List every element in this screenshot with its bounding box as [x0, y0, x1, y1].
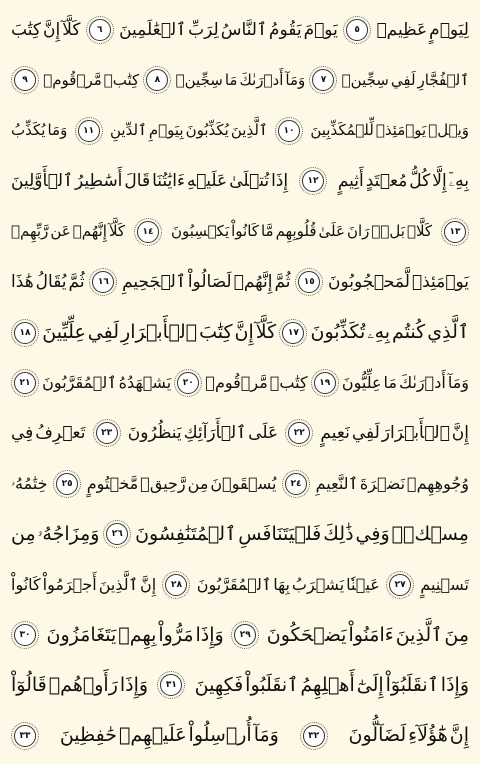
word: عِلِّيِّينَ — [42, 321, 86, 344]
word: وَمَآ — [447, 372, 469, 392]
word: لَّمَحۡجُوبُونَ — [327, 271, 410, 292]
ayah-number-marker: ٢٦ — [106, 523, 128, 545]
word: ثُمَّ — [274, 271, 291, 292]
word: كَانُواْ — [231, 222, 259, 241]
word: ٱلۡأَوَّلِينَ — [11, 170, 73, 191]
word: يَشۡرَبُ — [291, 574, 345, 594]
ayah-number-marker: ٣٠ — [14, 624, 36, 646]
word: ٱلۡأَبۡرَارَ — [381, 422, 450, 443]
word: يُكَذِّبُونَ — [185, 121, 229, 140]
verse-segment — [315, 473, 470, 493]
word: إِنَّ — [234, 321, 254, 344]
word: يَوۡمَ — [303, 19, 338, 40]
word: ٱلَّذِي — [427, 321, 469, 344]
word: إِلَّا — [432, 170, 447, 191]
word: مَرُّواْ — [158, 623, 194, 646]
ayah-number-marker: ١٠ — [278, 120, 300, 142]
word: يَشۡهَدُهُ — [118, 372, 172, 392]
word: يَوۡمَئِذٖ — [375, 121, 427, 140]
word: مُعۡتَدٍ — [365, 170, 408, 191]
verse-segment — [10, 574, 157, 594]
word: عَلَيۡهِمۡ — [118, 724, 187, 747]
word: يُسۡقَوۡنَ — [210, 473, 277, 493]
word: لَضَآلُّونَ — [348, 724, 407, 747]
ayah-number-marker: ١٣ — [444, 221, 466, 243]
text-line — [10, 208, 470, 256]
verse-segment — [348, 726, 470, 745]
verse-segment — [175, 70, 307, 89]
word: وَإِذَا — [119, 673, 149, 696]
word: ٱلنَّعِيمِ — [315, 473, 358, 493]
word: مَّرۡقُومٞ — [43, 70, 102, 89]
word: مِن — [11, 522, 36, 545]
word: ٱلۡمُقَرَّبُونَ — [196, 574, 272, 594]
word: أَدۡرَىٰكَ — [398, 372, 446, 392]
word: أَسَٰطِيرُ — [74, 170, 123, 191]
word: كِتَٰبَ — [199, 321, 233, 344]
word: أَهۡلِهِمُ — [300, 673, 355, 696]
text-line — [10, 6, 470, 54]
text-line — [10, 460, 470, 508]
word: قَالَ — [124, 170, 151, 191]
word: نَعِيمٍ — [320, 422, 350, 443]
verse-segment — [327, 271, 470, 292]
word: وَمِزَاجُهُۥ — [37, 522, 100, 545]
word: فَلۡيَتَنَافَسِ — [238, 522, 322, 545]
word: سِجِّينٞ — [175, 70, 223, 89]
text-line — [10, 107, 470, 155]
ayah-number-marker: ٢٤ — [285, 473, 307, 495]
verse-segment — [42, 70, 140, 89]
word: بَلۡۜ — [371, 222, 405, 241]
word: كَلَّآ — [62, 19, 81, 40]
verse-segment — [121, 271, 291, 292]
word: إِنَّهُمۡ — [233, 271, 273, 292]
ayah-number-marker: ١٦ — [92, 271, 114, 293]
verse-segment — [310, 323, 470, 342]
text-line — [10, 309, 470, 357]
verse-segment — [10, 673, 149, 696]
verse-segment — [194, 673, 470, 696]
word: عَن — [50, 222, 71, 241]
text-line — [10, 561, 470, 609]
word: سِجِّينٖ — [341, 70, 389, 89]
word: لَفِي — [390, 70, 416, 89]
word: أَثِيمٍ — [337, 170, 364, 191]
word: كِتَٰبٞ — [103, 70, 140, 89]
word: رَانَ — [346, 222, 370, 241]
word: لِّلۡمُكَذِّبِينَ — [310, 121, 374, 140]
word: أَجۡرَمُواْ — [42, 574, 97, 594]
word: وَمَا — [47, 121, 68, 140]
word: إِلَىٰٓ — [356, 673, 384, 696]
word: يَنظُرُونَ — [127, 422, 182, 443]
verse-segment — [196, 574, 381, 594]
word: تَعۡرِفُ — [35, 422, 86, 443]
word: مِن — [187, 473, 209, 493]
ayah-number-marker: ٢٧ — [389, 574, 411, 596]
text-line — [10, 611, 470, 659]
word: كَلَّآ — [255, 321, 277, 344]
word: بِيَوۡمِ — [148, 121, 184, 140]
word: يَوۡمَئِذٖ — [411, 271, 469, 292]
word: هَٰٓؤُلَآءِ — [408, 724, 448, 747]
word: ٱنقَلَبُواْ — [245, 673, 299, 696]
ayah-number-marker: ٢٣ — [96, 422, 118, 444]
ayah-number-marker: ٣٣ — [14, 725, 36, 747]
word: رَأَوۡهُمۡ — [48, 673, 118, 696]
word: قَالُوٓاْ — [11, 673, 47, 696]
word: يَتَغَامَزُونَ — [46, 623, 117, 646]
word: رَّبِّهِمۡ — [11, 222, 49, 241]
word: كِتَٰبَ — [11, 19, 41, 40]
verse-segment — [341, 372, 470, 392]
ayah-number-marker: ١٩ — [314, 372, 336, 394]
verse-segment — [10, 473, 49, 493]
word: يَقُومُ — [268, 19, 302, 40]
word: عِلِّيُّونَ — [341, 372, 382, 392]
word: أُرۡسِلُواْ — [188, 724, 252, 747]
word: نَضۡرَةَ — [359, 473, 406, 493]
verse-segment — [170, 224, 433, 239]
ayah-number-marker: ٢٨ — [165, 574, 187, 596]
word: وَفِي — [355, 522, 390, 545]
ayah-number-marker: ٣٢ — [303, 725, 325, 747]
verse-segment — [46, 623, 225, 646]
ayah-number-marker: ١١ — [78, 120, 100, 142]
ayah-number-marker: ١٥ — [298, 271, 320, 293]
text-line — [10, 258, 470, 306]
word: عَيۡنٗا — [346, 574, 380, 594]
word: ٱلَّذِينَ — [98, 574, 138, 594]
verse-segment — [10, 123, 68, 138]
word: ءَايَٰتُنَا — [152, 170, 185, 191]
verse-segment — [341, 70, 470, 89]
word: كَلَّآ — [108, 222, 126, 241]
word: إِنَّ — [449, 724, 469, 747]
word: ٱنقَلَبُوٓاْ — [385, 673, 439, 696]
verse-segment — [375, 19, 470, 40]
ayah-number-marker: ٢٥ — [56, 473, 78, 495]
word: مَا — [224, 70, 238, 89]
word: إِذَا — [271, 170, 289, 191]
word: قُلُوبِهِم — [275, 222, 317, 241]
verse-segment — [319, 422, 470, 443]
word: ٱلَّذِينَ — [395, 623, 443, 646]
word: يَضۡحَكُونَ — [266, 623, 347, 646]
word: خِتَٰمُهُۥ — [11, 473, 48, 493]
word: وَيۡلٞ — [428, 121, 469, 140]
ayah-number-marker: ٢٢ — [288, 422, 310, 444]
word: ٱلۡأَرَآئِكِ — [183, 422, 247, 443]
word: بِهِۦ — [367, 321, 391, 344]
ayah-number-marker: ٢٩ — [234, 624, 256, 646]
word: بِهِۦٓ — [448, 170, 469, 191]
word: لَفِي — [351, 422, 380, 443]
ayah-number-marker: ٢١ — [14, 372, 36, 394]
word: مَّخۡتُومٍ — [86, 473, 139, 493]
word: ٱلۡفُجَّارِ — [417, 70, 469, 89]
text-line — [10, 56, 470, 104]
text-line — [10, 157, 470, 205]
word: عَلَى — [248, 422, 279, 443]
word: كَلَّاۖ — [406, 222, 433, 241]
ayah-number-marker: ١٧ — [282, 322, 304, 344]
word: ٱلۡمُتَنَٰفِسُونَ — [135, 522, 237, 545]
ayah-number-marker: ١٤ — [137, 221, 159, 243]
verse-segment — [10, 422, 86, 443]
word: كُنتُم — [392, 321, 426, 344]
word: ذَٰلِكَ — [323, 522, 354, 545]
word: وُجُوهِهِمۡ — [407, 473, 469, 493]
word: فِي — [11, 422, 34, 443]
verse-segment — [419, 574, 470, 594]
word: عَلَيۡهِ — [186, 170, 228, 191]
word: ٱلدِّينِ — [110, 121, 147, 140]
word: كَانُواْ — [11, 574, 41, 594]
word: يَكۡسِبُونَ — [171, 222, 230, 241]
word: ٱلَّذِينَ — [230, 121, 268, 140]
verse-segment — [10, 170, 289, 191]
verse-segment — [59, 726, 280, 745]
word: إِنَّ — [451, 422, 469, 443]
word: مِنَ — [444, 623, 469, 646]
word: كُلُّ — [409, 170, 431, 191]
verse-segment — [266, 623, 470, 646]
word: تَسۡنِيمٍ — [420, 574, 469, 594]
verse-segment — [109, 123, 269, 138]
word: ٱلۡمُقَرَّبُونَ — [42, 372, 117, 392]
text-line — [10, 510, 470, 558]
word: لَصَالُواْ — [187, 271, 232, 292]
verse-segment — [10, 224, 126, 239]
verse-segment — [10, 19, 81, 40]
word: ٱلنَّاسُ — [220, 19, 267, 40]
word: حَٰفِظِينَ — [59, 724, 117, 747]
word: إِنَّ — [42, 19, 61, 40]
word: رَّحِيقٖ — [140, 473, 186, 493]
word: عَظِيمٖ — [376, 19, 428, 40]
word: وَمَآ — [285, 70, 306, 89]
verse-segment — [118, 19, 339, 40]
word: هَٰذَا — [11, 271, 34, 292]
verse-segment — [86, 473, 278, 493]
text-line — [10, 712, 470, 760]
word: يُقَالُ — [35, 271, 67, 292]
word: بِهِمۡ — [118, 623, 157, 646]
word: مَّا — [260, 222, 274, 241]
verse-segment — [337, 170, 470, 191]
word: تُكَذِّبُونَ — [310, 321, 366, 344]
word: لِيَوۡمٍ — [429, 19, 469, 40]
ayah-number-marker: ٥ — [346, 19, 368, 41]
word: مَا — [383, 372, 397, 392]
word: لَفِي — [87, 321, 120, 344]
ayah-number-marker: ٧ — [312, 69, 334, 91]
word: إِنَّهُمۡ — [72, 222, 107, 241]
word: وَمَآ — [253, 724, 279, 747]
word: مَّرۡقُومٞ — [205, 372, 268, 392]
ayah-number-marker: ٣١ — [160, 674, 182, 696]
text-line — [10, 409, 470, 457]
ayah-number-marker: ٩ — [14, 69, 36, 91]
word: ٱلۡأَبۡرَارِ — [121, 321, 198, 344]
word: فَكِهِينَ — [194, 673, 244, 696]
word: بِهَا — [273, 574, 290, 594]
word: إِنَّ — [139, 574, 157, 594]
word: وَإِذَا — [440, 673, 469, 696]
verse-segment — [10, 522, 100, 545]
word: مِسۡكٞۚ — [391, 522, 469, 545]
verse-segment — [204, 372, 308, 392]
word: ءَامَنُواْ — [348, 623, 394, 646]
word: تُتۡلَىٰ — [229, 170, 270, 191]
verse-segment — [41, 372, 172, 392]
verse-segment — [10, 271, 86, 292]
ayah-number-marker: ٦ — [89, 19, 111, 41]
ayah-number-marker: ٨ — [146, 69, 168, 91]
verse-segment — [134, 522, 470, 545]
word: وَإِذَا — [195, 623, 224, 646]
word: ٱلۡعَٰلَمِينَ — [119, 19, 187, 40]
verse-segment — [309, 123, 470, 138]
verse-segment — [41, 323, 277, 342]
word: عَلَىٰ — [318, 222, 345, 241]
word: ٱلۡجَحِيمِ — [122, 271, 186, 292]
word: كِتَٰبٞ — [269, 372, 308, 392]
ayah-number-marker: ٢٠ — [177, 372, 199, 394]
word: لِرَبِّ — [188, 19, 219, 40]
ayah-number-marker: ١٨ — [14, 322, 36, 344]
word: أَدۡرَىٰكَ — [239, 70, 284, 89]
verse-segment — [127, 422, 279, 443]
word: يُكَذِّبُ — [11, 121, 46, 140]
word: ثُمَّ — [68, 271, 85, 292]
text-line — [10, 661, 470, 709]
text-line — [10, 359, 470, 407]
ayah-number-marker: ١٢ — [302, 170, 324, 192]
